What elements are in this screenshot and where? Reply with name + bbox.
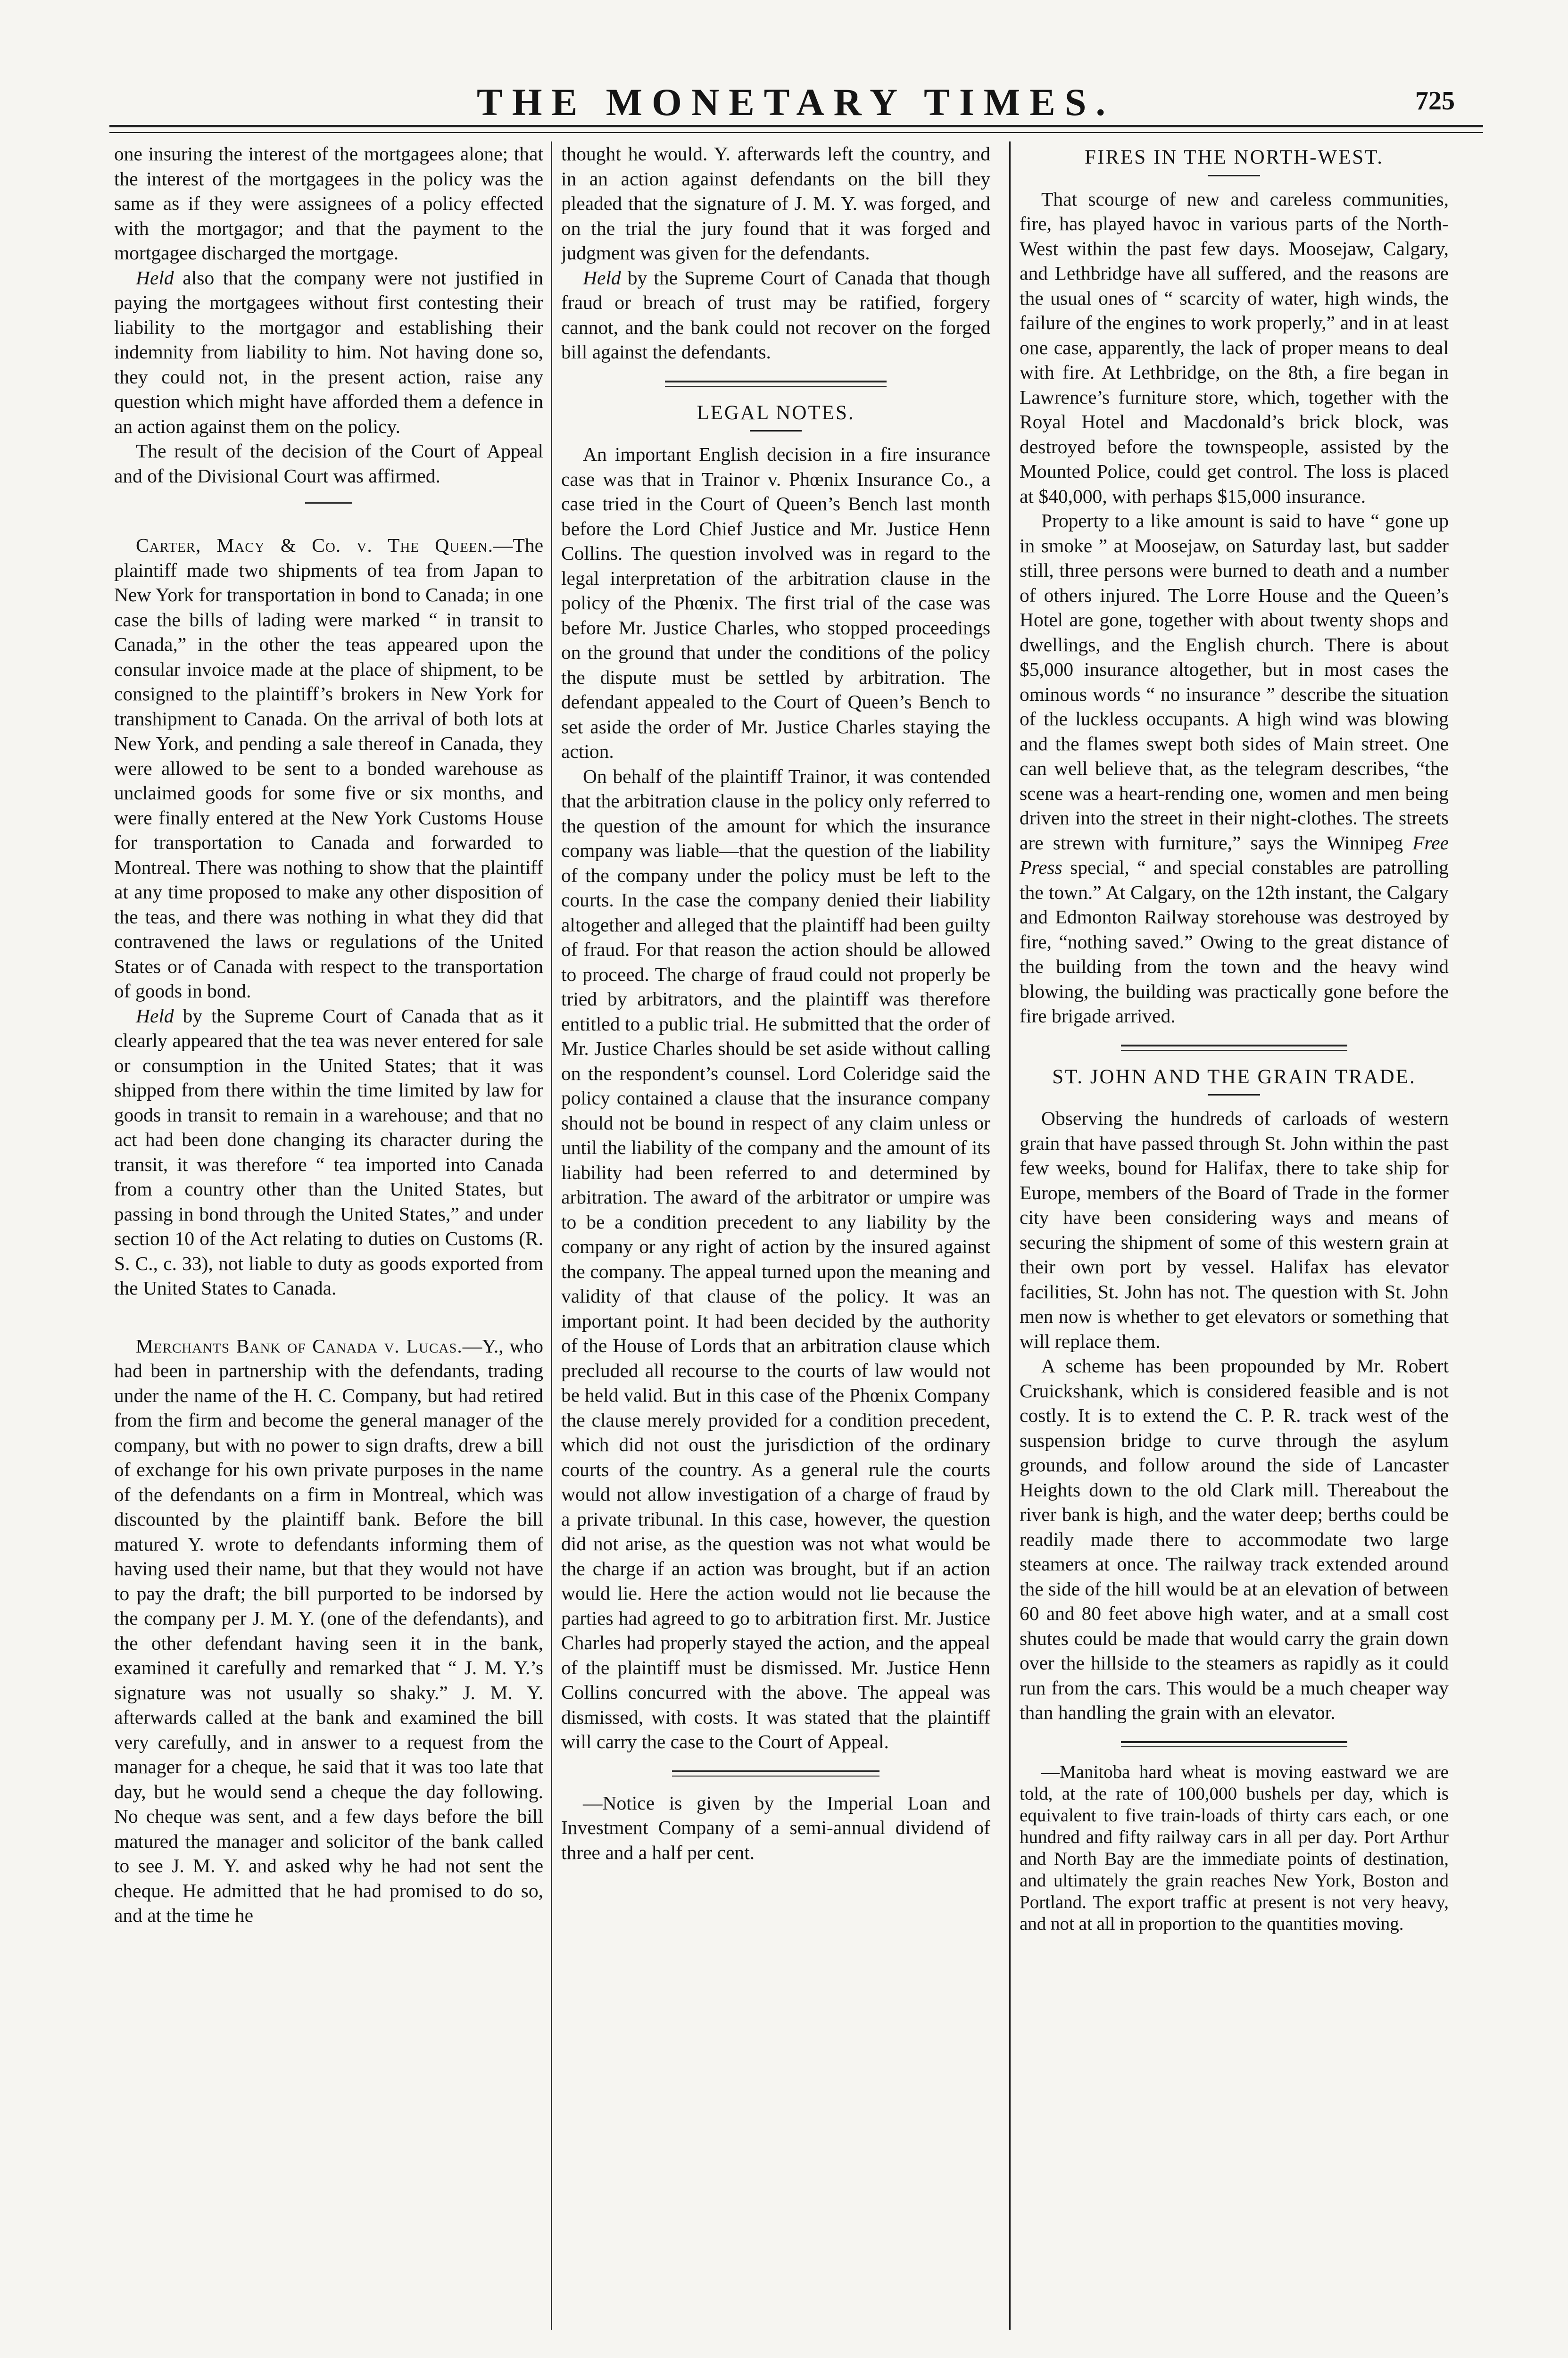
paragraph: That scourge of new and careless communities, fire, has played havoc in various parts of the North-West within the past few days. Moosejaw, Calgary, and Lethbridge have all suffered, and the reasons are the usual ones of “ scarcity of water, high winds, the failure of the engines to work properly,” and in at least one case, apparently, the lack of proper means to deal with fire. At Lethbridge, on the 8th, a fire began in Lawrence’s furniture store, which, together with the Royal Hotel and Macdonald’s brick block, was destroyed before the townspeople, assisted by the Mounted Police, could get control. The loss is placed at $40,000, with perhaps $15,000 insurance.: [1020, 188, 1449, 507]
section-rule: [1121, 1741, 1347, 1747]
case-paragraph: [114, 533, 543, 1004]
paragraph: On behalf of the plaintiff Trainor, it was contended that the arbitration clause in the policy only referred to the question of the amount for which the insurance company was liable—that the question of the liability of the company under the policy must be left to the courts. In the case the company denied their liability altogether and alleged that the plaintiff had been guilty of fraud. For that reason the action should be allowed to proceed. The charge of fraud could not properly be tried by arbitrators, and the plaintiff was therefore entitled to a public trial. He submitted that the order of Mr. Justice Charles should be set aside without calling on the respondent’s counsel. Lord Coleridge said the policy contained a clause that the insurance company should not be bound in respect of any claim unless or until the liability of the company and the amount of its liability had been referred to and determined by arbitration. The award of the arbitrator or umpire was to be a condition precedent to any liability by the company or any right of action by the insured against the company. The appeal turned upon the meaning and validity of that clause of the policy. It was an important point. It had been decided by the authority of the House of Lords that an arbitration clause which precluded all recourse to the courts of law would not be held valid. But in this case of the Phœnix Company the clause merely provided for a condition precedent, which did not oust the jurisdiction of the ordinary courts of the country. As a general rule the courts would not allow investigation of a charge of fraud by a private tribunal. In this case, however, the question did not arise, as the question was not what would be the charge if an action was brought, but if an action would lie. Here the action would not lie because the parties had agreed to go to arbitration first. Mr. Justice Charles had properly stayed the action, and the appeal of the plaintiff must be dismissed. Mr. Justice Henn Collins concurred with the above. The appeal was dismissed, with costs. It was stated that the plaintiff will carry the case to the Court of Appeal.: [561, 765, 990, 1752]
paragraph-text: by the Supreme Court of Canada that though fraud or breach of trust may be ratified, forgery cannot, and the bank could not recover on the forged bill against the defendants.: [561, 266, 990, 363]
section-rule: [665, 381, 887, 387]
held-lead: Held: [583, 266, 621, 289]
heading-underline: [750, 430, 802, 432]
paragraph-text: special, “ and special constables are patrolling the town.” At Calgary, on the 12th instant, the Calgary and Edmonton Railway storehouse was destroyed by fire, “nothing saved.” Owing to the great distance of the building from the town and the heavy wind blowing, the building was practically gone before the fire brigade arrived.: [1020, 856, 1449, 1027]
newspaper-name: Free Press: [1020, 831, 1449, 878]
spacer: [114, 1301, 543, 1334]
section-heading-legal-notes: LEGAL NOTES.: [697, 401, 855, 424]
newspaper-title: THE MONETARY TIMES.: [477, 81, 1115, 124]
notice-paragraph: —Notice is given by the Imperial Loan and Investment Company of a semi-annual dividend of three and a half per cent.: [561, 1792, 990, 1863]
paragraph-text: Property to a like amount is said to have “ gone up in smoke ” at Moosejaw, on Saturday last, but sadder still, three persons were burned to death and a number of others injured. The Lorre House and the Queen’s Hotel are gone, together with about twenty shops and dwellings, and the English church. There is about $5,000 insurance altogether, but in most cases the ominous words “ no insurance ” describe the situation of the luckless occupants. A high wind was blowing and the flames swept both sides of Main street. One can well believe that, as the telegram describes, “the scene was a heart-rending one, women and men being driven into the street in their night-clothes. The streets are strewn with furniture,” says the Winnipeg: [1020, 510, 1449, 854]
masthead: [108, 71, 1483, 123]
heading-underline: [1208, 1094, 1260, 1096]
held-lead: Held: [136, 1005, 174, 1027]
paragraph: [561, 266, 990, 365]
paragraph: [1020, 508, 1449, 1029]
paragraph: A scheme has been propounded by Mr. Robert Cruickshank, which is considered feasible and is not costly. It is to extend the C. P. R. track west of the suspension bridge to curve through the asylum grounds, and follow around the side of Lancaster Heights down to the old Clark mill. Thereabout the river bank is high, and the water deep; berths could be readily made there to accommodate two large steamers at once. The railway track extended around the side of the hill would be at an elevation of between 60 and 80 feet above high water, and at a small cost shutes could be made that would carry the grain down over the hillside to the steamers as rapidly as it could run from the cars. This would be a much cheaper way than handling the grain with an elevator.: [1020, 1355, 1449, 1723]
paragraph: The result of the decision of the Court of Appeal and of the Divisional Court was affirmed.: [114, 440, 543, 487]
case-holding-text: by the Supreme Court of Canada that as it clearly appeared that the tea was never entered for sale or consumption in the United States; that it was shipped from there within the time limited by law for goods in transit to remain in a warehouse; and that no act had been done changing its character during the transit, it was therefore “ tea imported into Canada from a country other than the United States, but passing in bond through the United States,” and under section 10 of the Act relating to duties on Customs (R. S. C., c. 33), not liable to duty as goods exported from the United States to Canada.: [114, 1005, 543, 1299]
case-caption: Carter, Macy & Co. v. The Queen.: [136, 534, 493, 556]
paragraph: one insuring the interest of the mortgagees alone; that the interest of the mortgagees in the policy was the same as if they were assignees of a policy effected with the mortgagor; and that the payment to the mortgagee discharged the mortgage.: [114, 143, 543, 264]
column-divider: [551, 141, 552, 2330]
paragraph: thought he would. Y. afterwards left the country, and in an action against defendants on the bill they pleaded that the signature of J. M. Y. was forged, and on the trial the jury found that it was forged and judgment was given for the defendants.: [561, 143, 990, 264]
case-paragraph: [114, 1334, 543, 1928]
case-text: —Y., who had been in partnership with the defendants, trading under the name of the H. C. Company, but had retired from the firm and become the general manager of the company, but with no power to sign drafts, drew a bill of exchange for his own private purposes in the name of the defendants on a firm in Montreal, which was discounted by the plaintiff bank. Before the bill matured Y. wrote to defendants informing them of having used their name, but that they would not have to pay the draft; the bill purported to be indorsed by the company per J. M. Y. (one of the defendants), and the other defendant having seen it in the bank, examined it carefully and remarked that “ J. M. Y.’s signature was not usually so shaky.” J. M. Y. afterwards called at the bank and examined the bill very carefully, and in answer to a request from the manager for a cheque, he said that it was too late that day, but he would send a cheque the day following. No cheque was sent, and a few days before the bill matured the manager and solicitor of the bank called to see J. M. Y. and asked why he had not sent the cheque. He admitted that he had promised to do so, and at the time he: [114, 1335, 543, 1926]
column-2: [561, 141, 990, 2339]
paragraph: [114, 266, 543, 439]
wheat-note-paragraph: —Manitoba hard wheat is moving eastward we are told, at the rate of 100,000 bushels per day, which is equivalent to five train-loads of thirty cars each, or one hundred and fifty railway cars in all per day. Port Arthur and North Bay are the immediate points of destination, and ultimately the grain reaches New York, Boston and Portland. The export traffic at present is not very heavy, and not at all in proportion to the quantities moving.: [1020, 1761, 1449, 1934]
case-text: —The plaintiff made two shipments of tea from Japan to New York for transportation in bond to Canada; in one case the bills of lading were marked “ in transit to Canada,” in the other the teas appeared upon the consular invoice made at the place of shipment, to be consigned to the plaintiff’s brokers in New York for transhipment to Canada. On the arrival of both lots at New York, and pending a sale thereof in Canada, they were allowed to be sent to a bonded warehouse as unclaimed goods for some five or six months, and were finally entered at the New York Customs House for transportation to Canada and forwarded to Montreal. There was nothing to show that the plaintiff at any time proposed to make any other disposition of the teas, and there was nothing in what they did that contravened the laws or regulations of the United States or of Canada with respect to the transportation of goods in bond.: [114, 534, 543, 1002]
case-holding: [114, 1004, 543, 1301]
section-heading-st-john: ST. JOHN AND THE GRAIN TRADE.: [1052, 1065, 1416, 1088]
masthead-rule: [109, 125, 1483, 133]
paragraph-text: also that the company were not justified in paying the mortgagees without first contesting their liability to the mortgagor and establishing their indemnity from liability to him. Not having done so, they could not, in the present action, raise any question which might have afforded them a defence in an action against them on the policy.: [114, 266, 543, 437]
section-rule: [1121, 1045, 1347, 1051]
heading-underline: [1208, 175, 1260, 176]
held-lead: Held: [136, 266, 174, 289]
paragraph: Observing the hundreds of carloads of western grain that have passed through St. John within the past few weeks, bound for Halifax, there to take ship for Europe, members of the Board of Trade in the former city have been considering ways and means of securing the shipment of some of this western grain at their own port by vessel. Halifax has elevator facilities, St. John has not. The question with St. John men now is whether to get elevators or something that will replace them.: [1020, 1107, 1449, 1352]
column-1: [114, 141, 543, 2339]
paragraph: An important English decision in a fire insurance case was that in Trainor v. Phœnix Insurance Co., a case tried in the Court of Queen’s Bench last month before the Lord Chief Justice and Mr. Justice Henn Collins. The question involved was in regard to the legal interpretation of the arbitration clause in the policy of the Phœnix. The first trial of the case was before Mr. Justice Charles, who stopped proceedings on the ground that under the conditions of the policy the dispute must be settled by arbitration. The defendant appealed to the Court of Queen’s Bench to set aside the order of Mr. Justice Charles staying the action.: [561, 443, 990, 762]
section-rule: [672, 1770, 879, 1777]
separator-dash: [305, 502, 352, 504]
column-divider: [1009, 141, 1011, 2330]
case-caption: Merchants Bank of Canada v. Lucas.: [136, 1335, 463, 1357]
section-heading-fires: FIRES IN THE NORTH-WEST.: [1085, 146, 1384, 168]
column-3: [1020, 141, 1449, 2339]
page-number: 725: [1415, 86, 1455, 116]
